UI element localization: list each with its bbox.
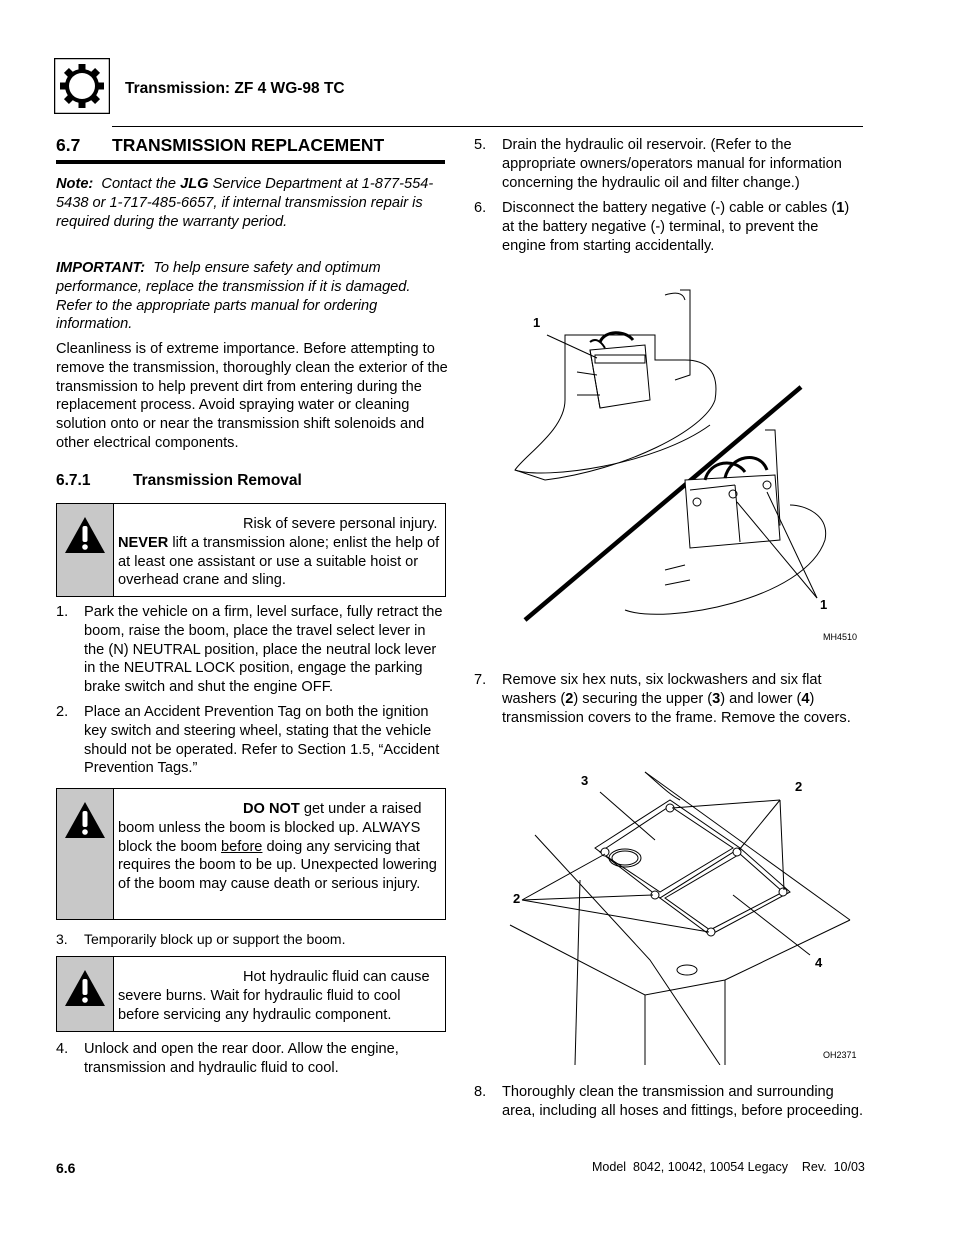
warning-2-bold: DO NOT [243,801,300,817]
warning-box-2 [56,788,446,920]
step-5-text: Drain the hydraulic oil reservoir. (Refer to the appropriate owners/operators manual for information concerning the hydraulic oil and filter change.) [502,137,842,191]
list-item-step-1 [56,603,446,697]
header-rule [112,126,863,127]
step-7-part-c: ) and lower ( [720,690,802,707]
step-7-part-d: ) transmission covers to the frame. Remove the covers. [502,690,851,726]
step-7-number: 7. [474,672,487,688]
warning-1-bold: NEVER [118,534,169,551]
list-item-step-4 [56,1040,446,1078]
step-2-text: Place an Accident Prevention Tag on both the ignition key switch and steering wheel, stating that the vehicle should not be operated. Refer to Section 1.5, “Accident Prevention Tags.” [84,704,440,777]
subsection-title [56,472,302,490]
step-4-number: 4. [56,1041,69,1057]
note-brand: JLG [180,176,209,192]
section-number: 6.7 [56,135,81,155]
step-6-bold: 1 [836,200,845,216]
step-1-number: 1. [56,604,69,620]
figure-2-callout-2-left: 2 [513,891,521,906]
figure-1-callout-bottom: 1 [820,597,828,612]
step-7-bold-2: 2 [565,690,574,707]
section-title [56,135,384,156]
step-3-number: 3. [56,931,68,947]
note-label: Note: [56,176,94,192]
section-rule [56,160,445,164]
figure-2-callout-3: 3 [581,773,589,788]
warning-2-part-b: doing any servicing that requires the boom to be up. Unexpected lowering of the boom may cause death or serious injury. [118,838,437,893]
list-item-step-8 [474,1083,864,1121]
step-6-part-a: Disconnect the battery negative (-) cable or cables ( [502,200,837,216]
important-label: IMPORTANT: [56,260,146,276]
list-item-step-2 [56,703,446,778]
step-7-part-b: ) securing the upper ( [573,690,713,707]
cleanliness-paragraph: Cleanliness is of extreme importance. Before attempting to remove the transmission, thoroughly clean the exterior of the transmission to help prevent dirt from entering during the replacement process. Avoid spraying water or cleaning solution onto or near the transmission shift solenoids and other electrical components. [56,341,448,451]
subsection-title-text: Transmission Removal [133,472,302,489]
figure-transmission-covers [505,770,860,1065]
warning-triangle-icon [57,789,114,919]
warning-box-3 [56,956,446,1032]
warning-2-part-a: get under a raised boom unless the boom is blocked up. ALWAYS block the boom [118,801,422,855]
figure-battery [505,280,860,650]
note-text: Service Department at 1-877-554-5438 or 1-717-485-6657, if internal transmission repair is required during the warranty period. [56,176,434,230]
step-6-part-b: ) at the battery negative (-) terminal, to prevent the engine from starting accidentally. [502,200,850,254]
step-6-number: 6. [474,200,487,216]
step-3-text: Temporarily block up or support the boom. [84,931,346,947]
subsection-number: 6.7.1 [56,472,91,489]
list-item-step-7 [474,671,864,727]
important-paragraph [56,259,448,334]
step-7-text [502,671,864,727]
list-item-step-5 [474,136,864,192]
step-7-part-a: Remove six hex nuts, six lockwashers and six flat washers ( [502,672,822,707]
step-7-bold-4: 4 [801,690,810,707]
step-8-number: 8. [474,1084,487,1100]
figure-2-id: OH2371 [823,1050,857,1060]
warning-1-part-b: lift a transmission alone; enlist the help of at least one assistant or use a suitable hoist or overhead crane and sling. [118,534,440,589]
warning-box-1 [56,503,446,597]
warning-3-part-a: Hot hydraulic fluid can cause severe burns. Wait for hydraulic fluid to cool before servicing any hydraulic component. [118,969,430,1023]
warning-2-text [114,789,445,919]
step-6-text [502,199,864,255]
list-item-step-3 [56,930,446,949]
footer-model: Model 8042, 10042, 10054 Legacy Rev. 10/03 [592,1160,865,1174]
step-1-text: Park the vehicle on a firm, level surface, fully retract the boom, raise the boom, place the travel select lever in the (N) NEUTRAL position, place the neutral lock lever in the NEUTRAL LOCK position, engage the parking brake switch and shut the engine OFF. [84,604,443,696]
warning-1-text [114,504,445,596]
figure-2-callout-2-top: 2 [795,779,803,794]
step-5-number: 5. [474,137,487,153]
gear-logo-icon [54,58,110,114]
step-8-text: Thoroughly clean the transmission and surrounding area, including all hoses and fittings, before proceeding. [502,1084,864,1119]
step-2-number: 2. [56,704,69,720]
note-paragraph [56,175,448,231]
header-title: Transmission: ZF 4 WG-98 TC [125,80,345,97]
figure-2-callout-4: 4 [815,955,823,970]
list-item-step-6 [474,199,864,255]
figure-1-id: MH4510 [823,632,858,642]
step-4-text: Unlock and open the rear door. Allow the engine, transmission and hydraulic fluid to cool. [84,1041,399,1076]
note-pre: Contact the [101,176,177,192]
warning-3-text [114,957,445,1031]
page-number: 6.6 [56,1160,76,1176]
warning-triangle-icon [57,504,114,596]
section-title-text: TRANSMISSION REPLACEMENT [112,135,385,155]
figure-1-callout-top: 1 [533,315,541,330]
step-7-bold-3: 3 [712,690,721,707]
warning-1-part-a: Risk of severe personal injury. [243,516,438,532]
warning-2-underline: before [221,838,263,855]
important-text: To help ensure safety and optimum performance, replace the transmission if it is damaged. Refer to the appropriate parts manual for ordering information. [56,260,411,333]
warning-triangle-icon [57,957,114,1031]
